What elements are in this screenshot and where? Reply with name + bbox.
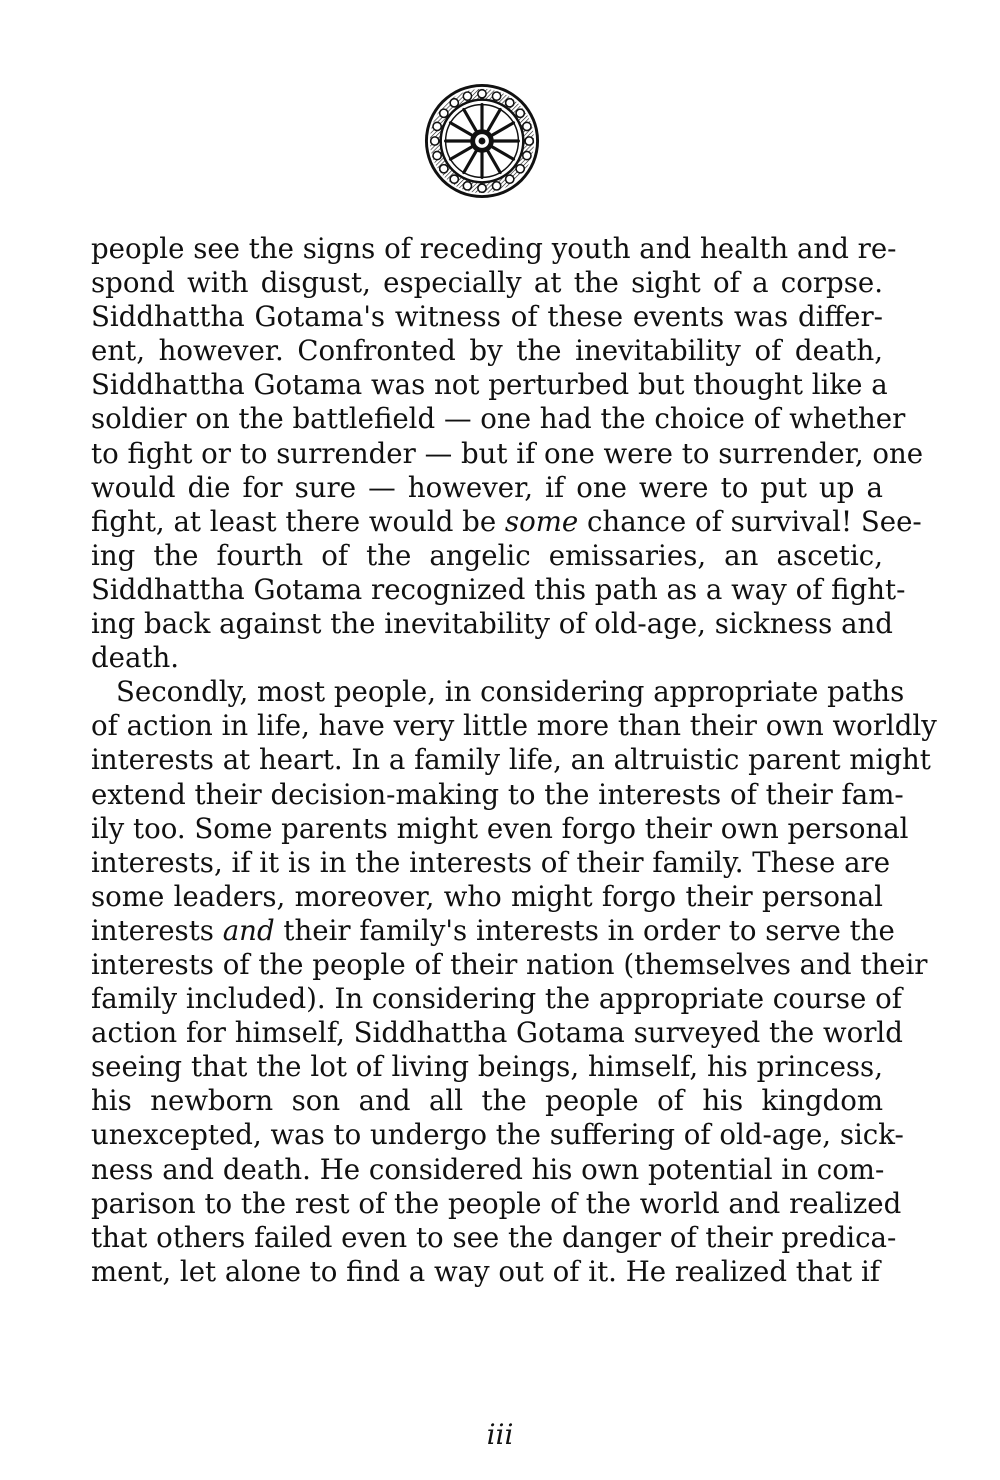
text-segment: people see the signs of receding youth and health and re- [91,232,897,265]
text-segment: Siddhattha Gotama was not perturbed but thought like a [91,368,888,402]
text-line [91,607,893,641]
text-segment: their family's interests in order to serve the [274,913,895,947]
italic-text: and [222,913,275,947]
text-line [91,777,904,812]
text-line [91,811,909,846]
text-segment: ment, let alone to find a way out of it. He realized that if [91,1254,881,1288]
text-line [91,913,895,948]
text-segment: interests of the people of their nation (themselves and their [91,947,928,981]
page-number: iii [486,1418,514,1451]
paragraph [91,232,924,675]
text-line [91,743,931,777]
text-segment: death. [91,641,180,675]
text-line [91,1220,897,1255]
text-segment: of action in life, have very little more than their own worldly [91,709,937,743]
text-segment: Secondly, most people, in considering appropriate paths [116,675,905,709]
italic-text: some [504,504,579,538]
text-line [91,436,924,471]
text-line [91,1118,904,1152]
paragraph [91,675,937,1289]
text-segment: parison to the rest of the people of the world and realized [91,1186,902,1220]
text-line [91,539,883,573]
text-segment: would die for sure — however, if one were to put up a [91,470,883,504]
text-line [91,1153,883,1187]
text-segment: ing the fourth of the angelic emissaries, an ascetic, [91,538,883,572]
text-line [91,368,888,402]
text-segment: ing back against the inevitability of old-age, sickness and [91,607,893,641]
text-segment: fight, at least there would be [91,504,505,538]
text-line [91,1016,903,1050]
text-line [91,1084,883,1118]
text-line [91,572,906,607]
text-line [91,845,891,880]
text-segment: Siddhattha Gotama recognized this path as a way of fight- [91,572,906,606]
text-segment: Siddhattha Gotama's witness of these events was differ- [91,300,883,334]
body-text [91,232,937,1289]
dharma-wheel-icon [423,82,541,200]
text-line [91,266,883,300]
text-line [91,641,883,675]
text-segment: action for himself, Siddhattha Gotama surveyed the world [91,1016,903,1050]
text-line [91,471,883,505]
text-segment: chance of survival! See- [578,504,922,538]
text-line [91,300,883,334]
text-segment: interests at heart. In a family life, an altruistic parent might [91,743,931,777]
text-line [91,232,897,266]
text-line [91,947,928,982]
text-segment: soldier on the battlefield — one had the choice of whether [91,402,906,436]
text-segment: unexcepted, was to undergo the suffering of old-age, sick- [91,1118,904,1152]
text-line [91,504,922,539]
text-line [91,402,906,436]
text-segment: his newborn son and all the people of his kingdom [91,1084,883,1118]
text-line [91,982,902,1016]
text-segment: extend their decision-making to the interests of their fam- [91,777,904,811]
text-segment: to fight or to surrender — but if one were to surrender, one [91,436,924,470]
text-line [91,709,937,743]
text-segment: spond with disgust, especially at the sight of a corpse. [91,266,883,300]
text-segment: interests, if it is in the interests of their family. These are [91,845,891,879]
text-segment: ily too. Some parents might even forgo their own personal [91,811,909,845]
text-line [91,1050,883,1084]
text-segment: ness and death. He considered his own potential in com- [91,1152,885,1186]
text-segment: family included). In considering the appropriate course of [91,982,902,1016]
text-segment: that others failed even to see the danger of their predica- [91,1220,897,1254]
text-line [91,1255,883,1289]
text-line [91,675,905,709]
text-segment: seeing that the lot of living beings, himself, his princess, [91,1050,883,1084]
text-segment: ent, however. Confronted by the inevitability of death, [91,334,883,368]
text-line [91,1186,902,1221]
text-segment: interests [91,913,223,947]
text-segment: some leaders, moreover, who might forgo their personal [91,879,883,913]
text-line [91,334,883,368]
text-line [91,880,883,914]
